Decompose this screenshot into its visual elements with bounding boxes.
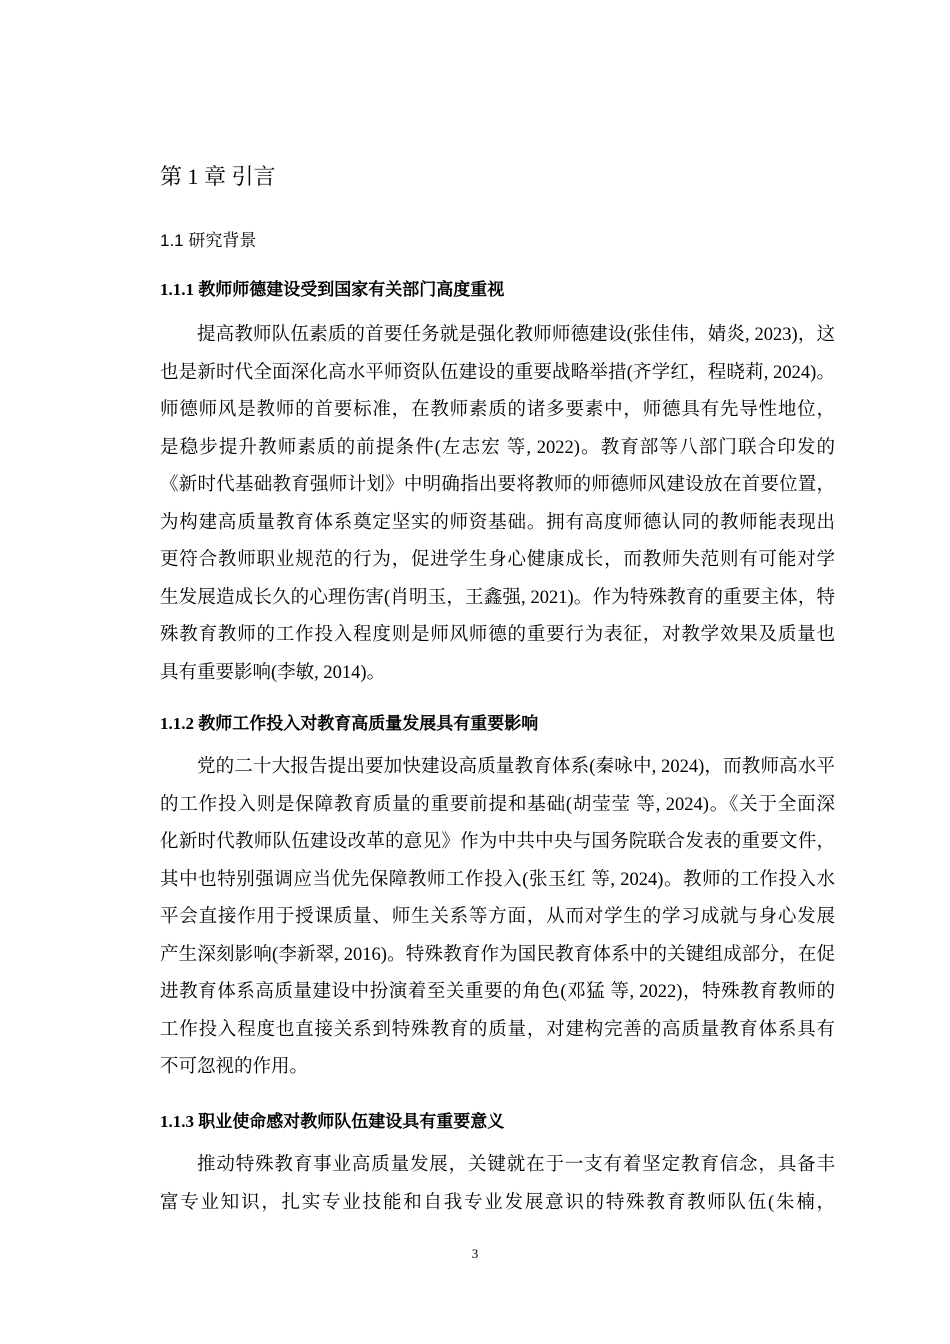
paragraph: [160, 317, 835, 692]
paragraph: [160, 1147, 835, 1222]
text-line: 《新时代基础教育强师计划》中明确指出要将教师的师德师风建设放在首要位置，: [160, 475, 835, 495]
text-line: 的工作投入则是保障教育质量的重要前提和基础(胡莹莹 等, 2024)。《关于全面深: [160, 794, 835, 815]
subsection-title: 1.1.2 教师工作投入对教育高质量发展具有重要影响: [160, 714, 539, 733]
text-line: 生发展造成长久的心理伤害(肖明玉，王鑫强, 2021)。作为特殊教育的重要主体，特: [160, 587, 835, 608]
text-line: 推动特殊教育事业高质量发展，关键就在于一支有着坚定教育信念，具备丰: [197, 1155, 835, 1175]
text-line: 党的二十大报告提出要加快建设高质量教育体系(秦咏中, 2024)，而教师高水平: [197, 757, 835, 777]
text-line: 产生深刻影响(李新翠, 2016)。特殊教育作为国民教育体系中的关键组成部分，在促: [160, 944, 835, 965]
text-line: 为构建高质量教育体系奠定坚实的师资基础。拥有高度师德认同的教师能表现出: [160, 512, 835, 533]
text-line: 富专业知识，扎实专业技能和自我专业发展意识的特殊教育教师队伍(朱楠，: [160, 1192, 835, 1213]
text-line: 其中也特别强调应当优先保障教师工作投入(张玉红 等, 2024)。教师的工作投入水: [160, 869, 835, 890]
text-line: 不可忽视的作用。: [160, 1057, 309, 1077]
page-number: 3: [471, 1246, 479, 1261]
text-line: 是稳步提升教师素质的前提条件(左志宏 等, 2022)。教育部等八部门联合印发的: [160, 437, 835, 458]
chapter-title: 第 1 章 引言: [160, 164, 276, 189]
text-line: 也是新时代全面深化高水平师资队伍建设的重要战略举措(齐学红，程晓莉, 2024)。: [160, 362, 835, 383]
text-line: 殊教育教师的工作投入程度则是师风师德的重要行为表征，对教学效果及质量也: [160, 625, 835, 645]
section-title: 1.1 研究背景: [160, 231, 257, 250]
text-line: 平会直接作用于授课质量、师生关系等方面，从而对学生的学习成就与身心发展: [160, 907, 835, 927]
text-line: 工作投入程度也直接关系到特殊教育的质量，对建构完善的高质量教育体系具有: [160, 1019, 835, 1040]
paragraph: [160, 749, 835, 1087]
text-line: 具有重要影响(李敏, 2014)。: [160, 662, 386, 683]
text-line: 提高教师队伍素质的首要任务就是强化教师师德建设(张佳伟，婧炎, 2023)，这: [197, 325, 835, 345]
text-line: 师德师风是教师的首要标准，在教师素质的诸多要素中，师德具有先导性地位，: [160, 400, 835, 420]
text-line: 更符合教师职业规范的行为，促进学生身心健康成长，而教师失范则有可能对学: [160, 550, 835, 570]
text-line: 进教育体系高质量建设中扮演着至关重要的角色(邓猛 等, 2022)，特殊教育教师的: [160, 982, 835, 1002]
subsection-title: 1.1.1 教师师德建设受到国家有关部门高度重视: [160, 280, 505, 299]
text-line: 化新时代教师队伍建设改革的意见》作为中共中央与国务院联合发表的重要文件，: [160, 832, 835, 852]
subsection-title: 1.1.3 职业使命感对教师队伍建设具有重要意义: [160, 1112, 505, 1131]
